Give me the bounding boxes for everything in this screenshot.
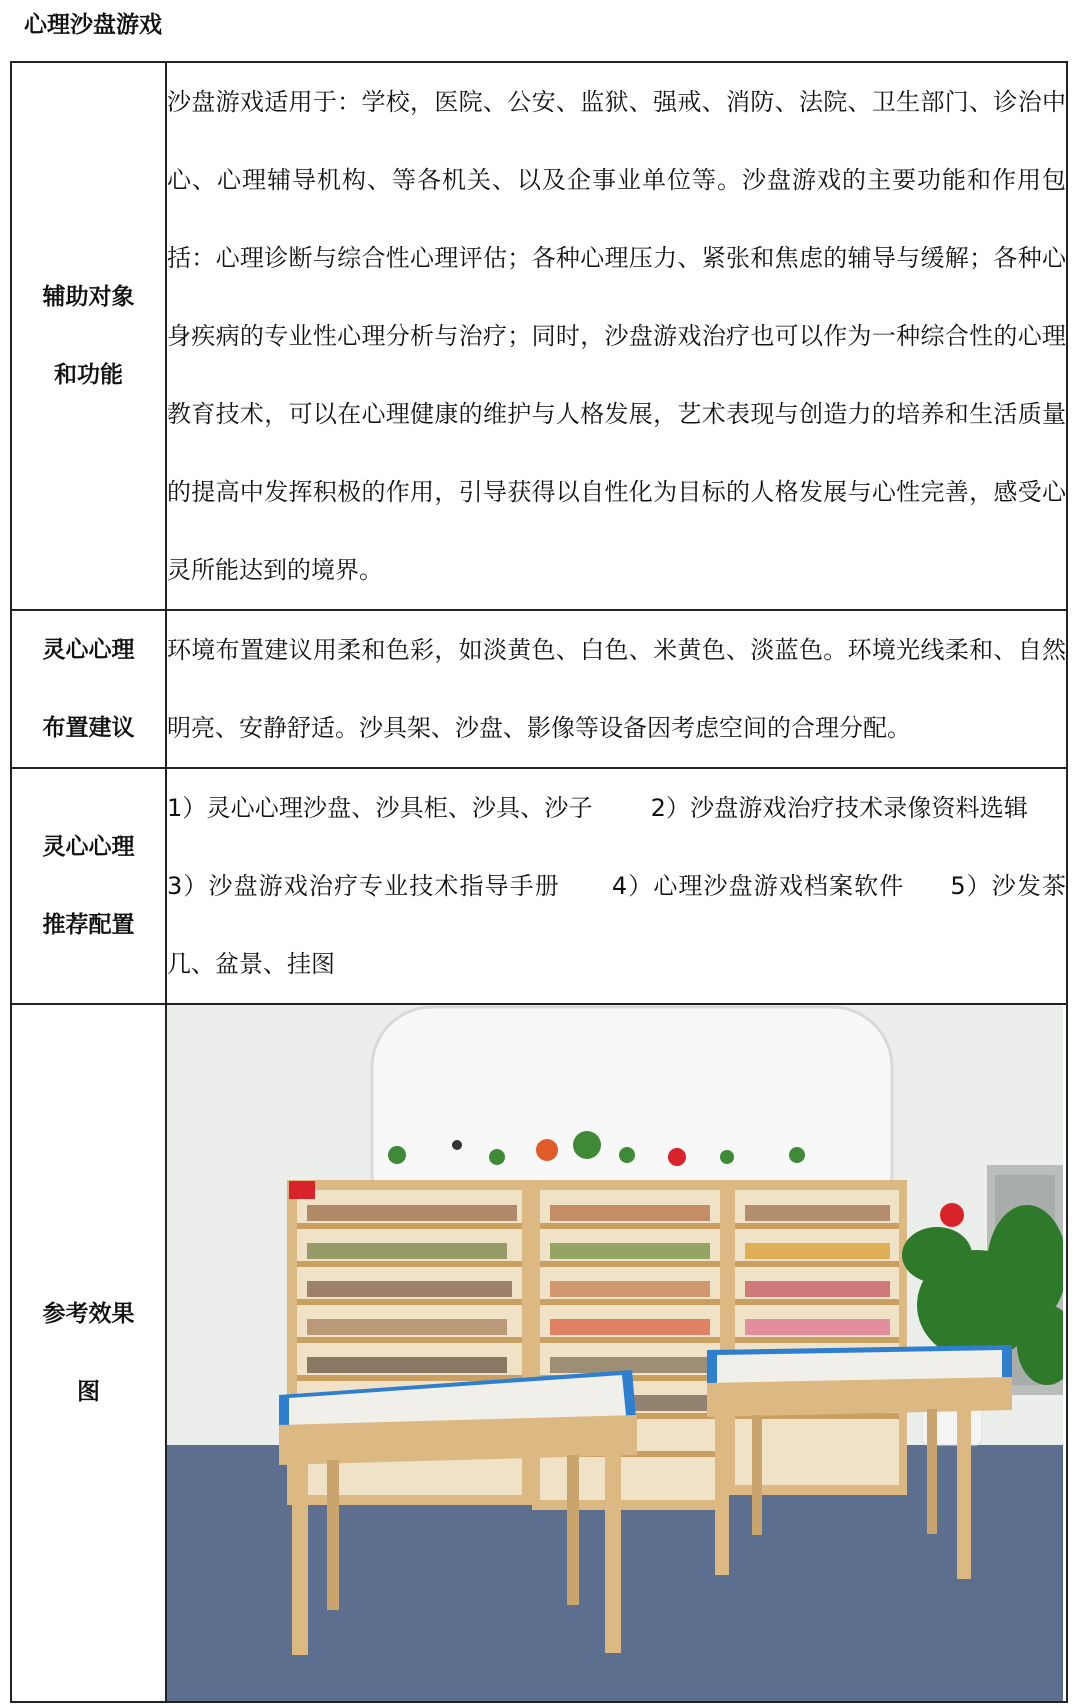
row-layout [11, 610, 1067, 768]
label-function: 辅助对象 和功能 [11, 62, 166, 610]
config-item: 5）沙发茶几、盆景、挂图 [167, 872, 1066, 978]
content-layout: 环境布置建议用柔和色彩，如淡黄色、白色、米黄色、淡蓝色。环境光线柔和、自然明亮、安静舒适。沙具架、沙盘、影像等设备因考虑空间的合理分配。 [166, 610, 1067, 768]
content-config [166, 768, 1067, 1004]
spec-table [10, 61, 1068, 1703]
sandplay-room-photo [167, 1005, 1063, 1701]
config-item: 1）灵心心理沙盘、沙具柜、沙具、沙子 [167, 794, 593, 822]
label-layout: 灵心心理 布置建议 [11, 610, 166, 768]
label-config: 灵心心理 推荐配置 [11, 768, 166, 1004]
config-item: 2）沙盘游戏治疗技术录像资料选辑 [650, 794, 1028, 822]
label-reference: 参考效果 图 [11, 1004, 166, 1702]
content-function: 沙盘游戏适用于：学校，医院、公安、监狱、强戒、消防、法院、卫生部门、诊治中心、心理辅导机构、等各机关、以及企事业单位等。沙盘游戏的主要功能和作用包括：心理诊断与综合性心理评估；各种心理压力、紧张和焦虑的辅导与缓解；各种心身疾病的专业性心理分析与治疗；同时，沙盘游戏治疗也可以作为一种综合性的心理教育技术，可以在心理健康的维护与人格发展，艺术表现与创造力的培养和生活质量的提高中发挥积极的作用，引导获得以自性化为目标的人格发展与心性完善，感受心灵所能达到的境界。 [166, 62, 1067, 610]
document-title: 心理沙盘游戏 [24, 12, 162, 38]
config-item: 3）沙盘游戏治疗专业技术指导手册 [167, 872, 560, 900]
row-config [11, 768, 1067, 1004]
reference-photo-cell [166, 1004, 1067, 1702]
row-function [11, 62, 1067, 610]
config-item: 4）心理沙盘游戏档案软件 [611, 872, 905, 900]
row-reference [11, 1004, 1067, 1702]
